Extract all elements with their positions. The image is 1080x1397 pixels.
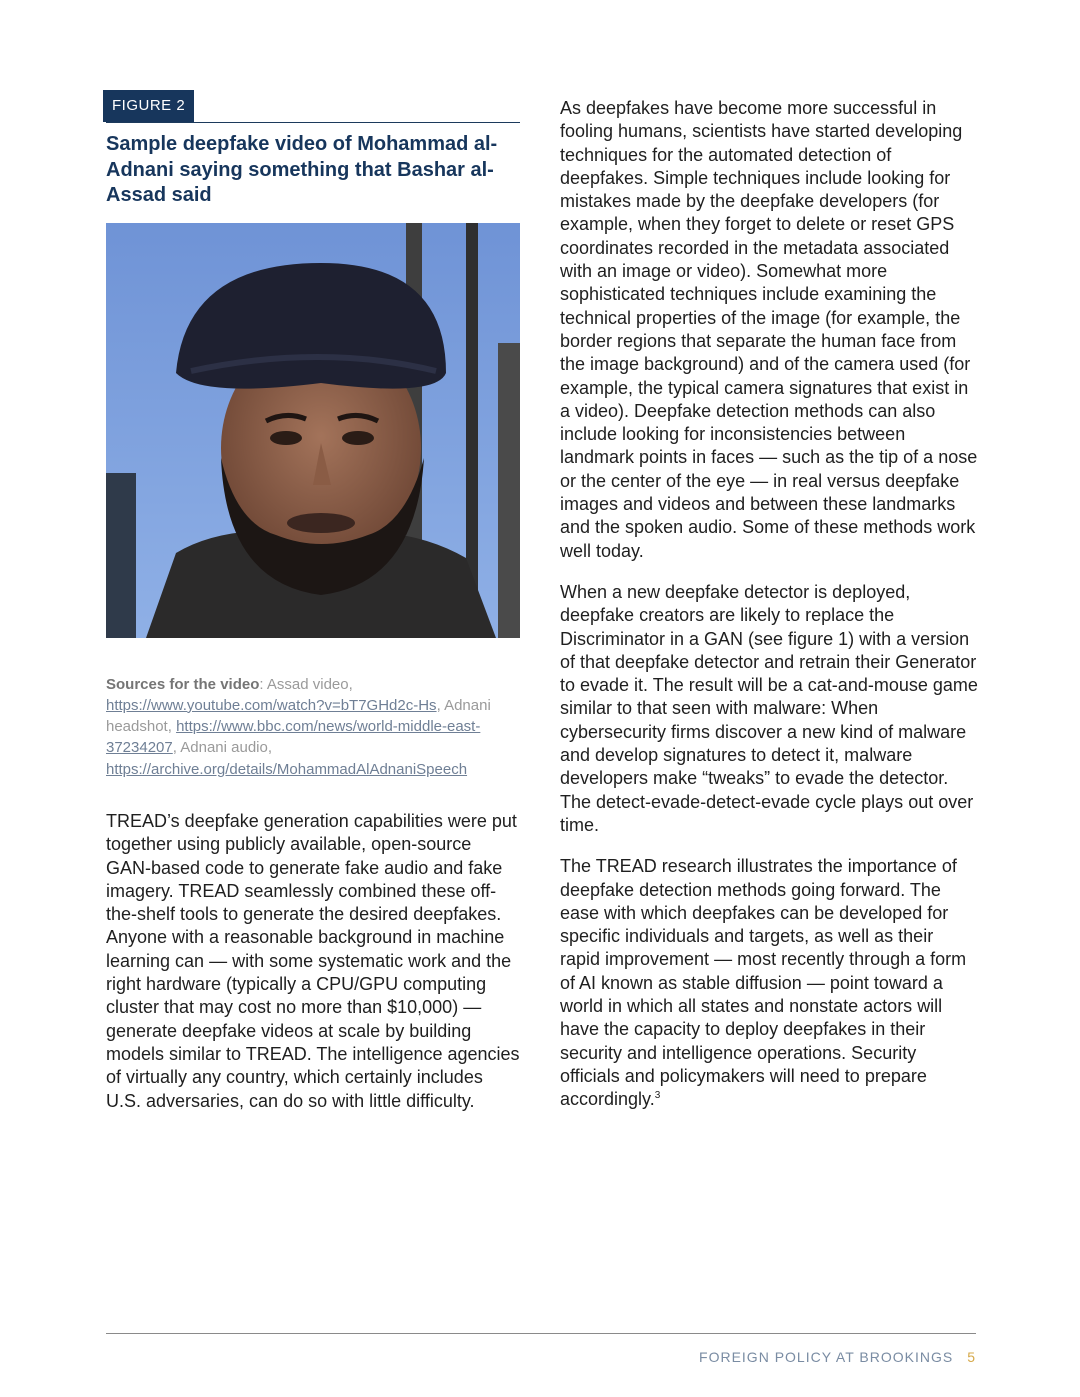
figure-sources bbox=[106, 674, 520, 780]
figure-header bbox=[106, 90, 520, 123]
figure-title: Sample deepfake video of Mohammad al-Adnani saying something that Bashar al-Assad said bbox=[106, 133, 498, 206]
paragraph-text: The TREAD research illustrates the importance of deepfake detection methods going forward. The ease with which deepfakes can be developed for specific individuals and targets, as well as their rapid improvement — most recently through a form of AI known as stable diffusion — point toward a world in which all states and nonstate actors will have the capacity to deploy deepfakes in their security and intelligence operations. Security officials and policymakers will need to prepare accordingly. bbox=[560, 856, 967, 1110]
page-number: 5 bbox=[967, 1349, 976, 1365]
body-paragraph: When a new deepfake detector is deployed, deepfake creators are likely to replace the Discriminator in a GAN (see figure 1) with a version of that deepfake detector and retrain their Generator to evade it. The result will be a cat-and-mouse game similar to that seen with malware: When cybersecurity firms discover a new kind of malware and develop signatures to detect it, malware developers make “tweaks” to evade the detector. The detect-evade-detect-evade cycle plays out over time. bbox=[560, 581, 978, 835]
figure-photo bbox=[106, 223, 520, 638]
source-link-adnani-headshot[interactable]: https://www.bbc.com/news/world-middle-east-37234207 bbox=[106, 718, 481, 757]
sources-text: : Assad video, bbox=[259, 675, 353, 693]
body-paragraph: TREAD’s deepfake generation capabilities were put together using publicly available, open-source GAN-based code to generate fake audio and fake imagery. TREAD seamlessly combined these off-the-shelf tools to generate the desired deepfakes. Anyone with a reasonable background in machine learning can — with some systematic work and the right hardware (typically a CPU/GPU computing cluster that may cost no more than $10,000) — generate deepfake videos at scale by building models similar to TREAD. The intelligence agencies of virtually any country, which certainly includes U.S. adversaries, can do so with little difficulty. bbox=[106, 810, 520, 1111]
body-paragraph bbox=[560, 855, 978, 1111]
publication-name: FOREIGN POLICY AT BROOKINGS bbox=[699, 1349, 954, 1365]
page-footer bbox=[699, 1349, 976, 1365]
footer-divider bbox=[106, 1333, 976, 1334]
sources-text: , Adnani headshot, bbox=[106, 696, 491, 736]
sources-text: , Adnani audio, bbox=[172, 739, 273, 757]
source-link-assad-video[interactable]: https://www.youtube.com/watch?v=bT7GHd2c-Hs bbox=[106, 696, 437, 714]
footnote-reference[interactable]: 3 bbox=[654, 1090, 661, 1102]
right-column bbox=[560, 97, 978, 1111]
source-link-adnani-audio[interactable]: https://archive.org/details/MohammadAlAdnaniSpeech bbox=[106, 760, 468, 778]
left-column bbox=[106, 90, 520, 1113]
sources-label: Sources for the video bbox=[106, 675, 260, 693]
figure-label: FIGURE 2 bbox=[103, 90, 194, 122]
body-paragraph: As deepfakes have become more successful in fooling humans, scientists have started developing techniques for the automated detection of deepfakes. Simple techniques include looking for mistakes made by the deepfake developers (for example, when they forget to delete or reset GPS coordinates recorded in the metadata associated with an image or video). Somewhat more sophisticated techniques include examining the technical properties of the image (for example, the border regions that separate the human face from the image background) and of the camera used (for example, the typical camera signatures that exist in a video). Deepfake detection methods can also include looking for inconsistencies between landmark points in faces — such as the tip of a nose or the center of the eye — in real versus deepfake images and videos and between these landmarks and the spoken audio. Some of these methods work well today. bbox=[560, 98, 978, 561]
